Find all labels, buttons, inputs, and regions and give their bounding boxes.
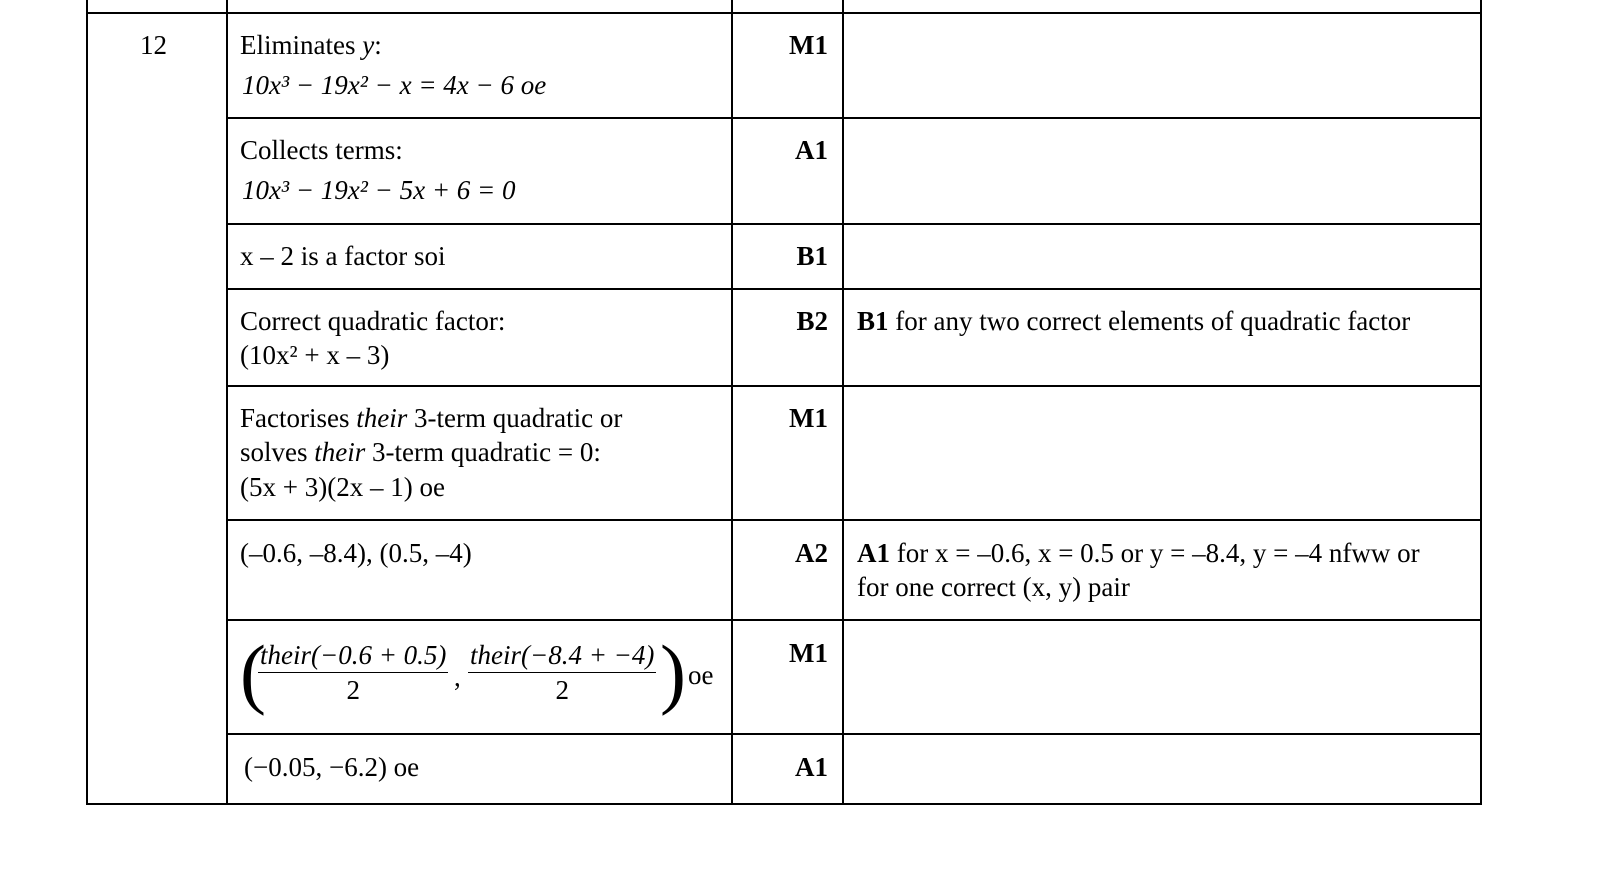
answer-text-part: Eliminates [240, 30, 363, 60]
col-divider [86, 0, 88, 805]
answer-text [240, 435, 601, 470]
answer-text-part: : [374, 30, 382, 60]
mark-code: M1 [789, 638, 828, 668]
answer-text: Correct quadratic factor: [240, 306, 506, 336]
row-divider [226, 733, 1482, 735]
col-divider [1480, 0, 1482, 805]
answer-equation: 10x³ − 19x² − x = 4x − 6 oe [242, 70, 547, 100]
guidance-text: for one correct (x, y) pair [857, 572, 1130, 602]
mark-code: M1 [789, 30, 828, 60]
table-border-bottom [86, 803, 1482, 805]
answer-text: (–0.6, –8.4), (0.5, –4) [240, 538, 472, 568]
fraction-denominator: 2 [346, 675, 360, 705]
row-divider [226, 619, 1482, 621]
guidance-mark: B1 [857, 306, 889, 336]
answer-text: Collects terms: [240, 135, 403, 165]
row-divider [226, 223, 1482, 225]
variable: y [362, 30, 375, 60]
mark-code: B1 [796, 241, 828, 271]
question-number: 12 [140, 30, 167, 60]
fraction-numerator: their(−8.4 + −4) [468, 638, 656, 673]
mark-code: A1 [795, 752, 828, 782]
answer-equation: (10x² + x – 3) [240, 340, 390, 370]
row-divider [226, 117, 1482, 119]
guidance-text [857, 304, 1410, 339]
comma: , [454, 662, 461, 692]
fraction-denominator: 2 [555, 675, 569, 705]
fraction-x [258, 638, 448, 707]
col-divider [731, 0, 733, 805]
answer-text [240, 28, 382, 63]
fraction-numerator: their(−0.6 + 0.5) [258, 638, 448, 673]
answer-text-italic: their [356, 403, 408, 433]
answer-text-part: 3-term quadratic = 0: [365, 437, 601, 467]
answer-text-italic: their [314, 437, 366, 467]
guidance-text [857, 536, 1420, 571]
answer-equation: 10x³ − 19x² − 5x + 6 = 0 [242, 175, 516, 205]
guidance-mark: A1 [857, 538, 890, 568]
answer-text [240, 401, 622, 436]
col-divider [842, 0, 844, 805]
fraction-y [468, 638, 656, 707]
col-divider [226, 0, 228, 805]
guidance-text-part: for any two correct elements of quadratic factor [888, 306, 1411, 336]
row-divider [226, 288, 1482, 290]
row-divider [226, 519, 1482, 521]
oe-label: oe [688, 660, 714, 690]
answer-text-part: solves [240, 437, 315, 467]
guidance-text-part: for x = –0.6, x = 0.5 or y = –8.4, y = –4 nfww or [890, 538, 1420, 568]
table-border-top [86, 12, 1482, 14]
row-divider [226, 385, 1482, 387]
answer-text-part: Factorises [240, 403, 357, 433]
mark-code: A2 [795, 538, 828, 568]
mark-code: A1 [795, 135, 828, 165]
right-paren: ) [660, 629, 686, 716]
answer-equation: (−0.05, −6.2) oe [244, 752, 420, 782]
answer-text: x – 2 is a factor soi [240, 241, 446, 271]
mark-code: B2 [796, 306, 828, 336]
answer-text-part: 3-term quadratic or [407, 403, 623, 433]
answer-equation: (5x + 3)(2x – 1) oe [240, 472, 445, 502]
left-paren: ( [240, 629, 266, 716]
mark-code: M1 [789, 403, 828, 433]
